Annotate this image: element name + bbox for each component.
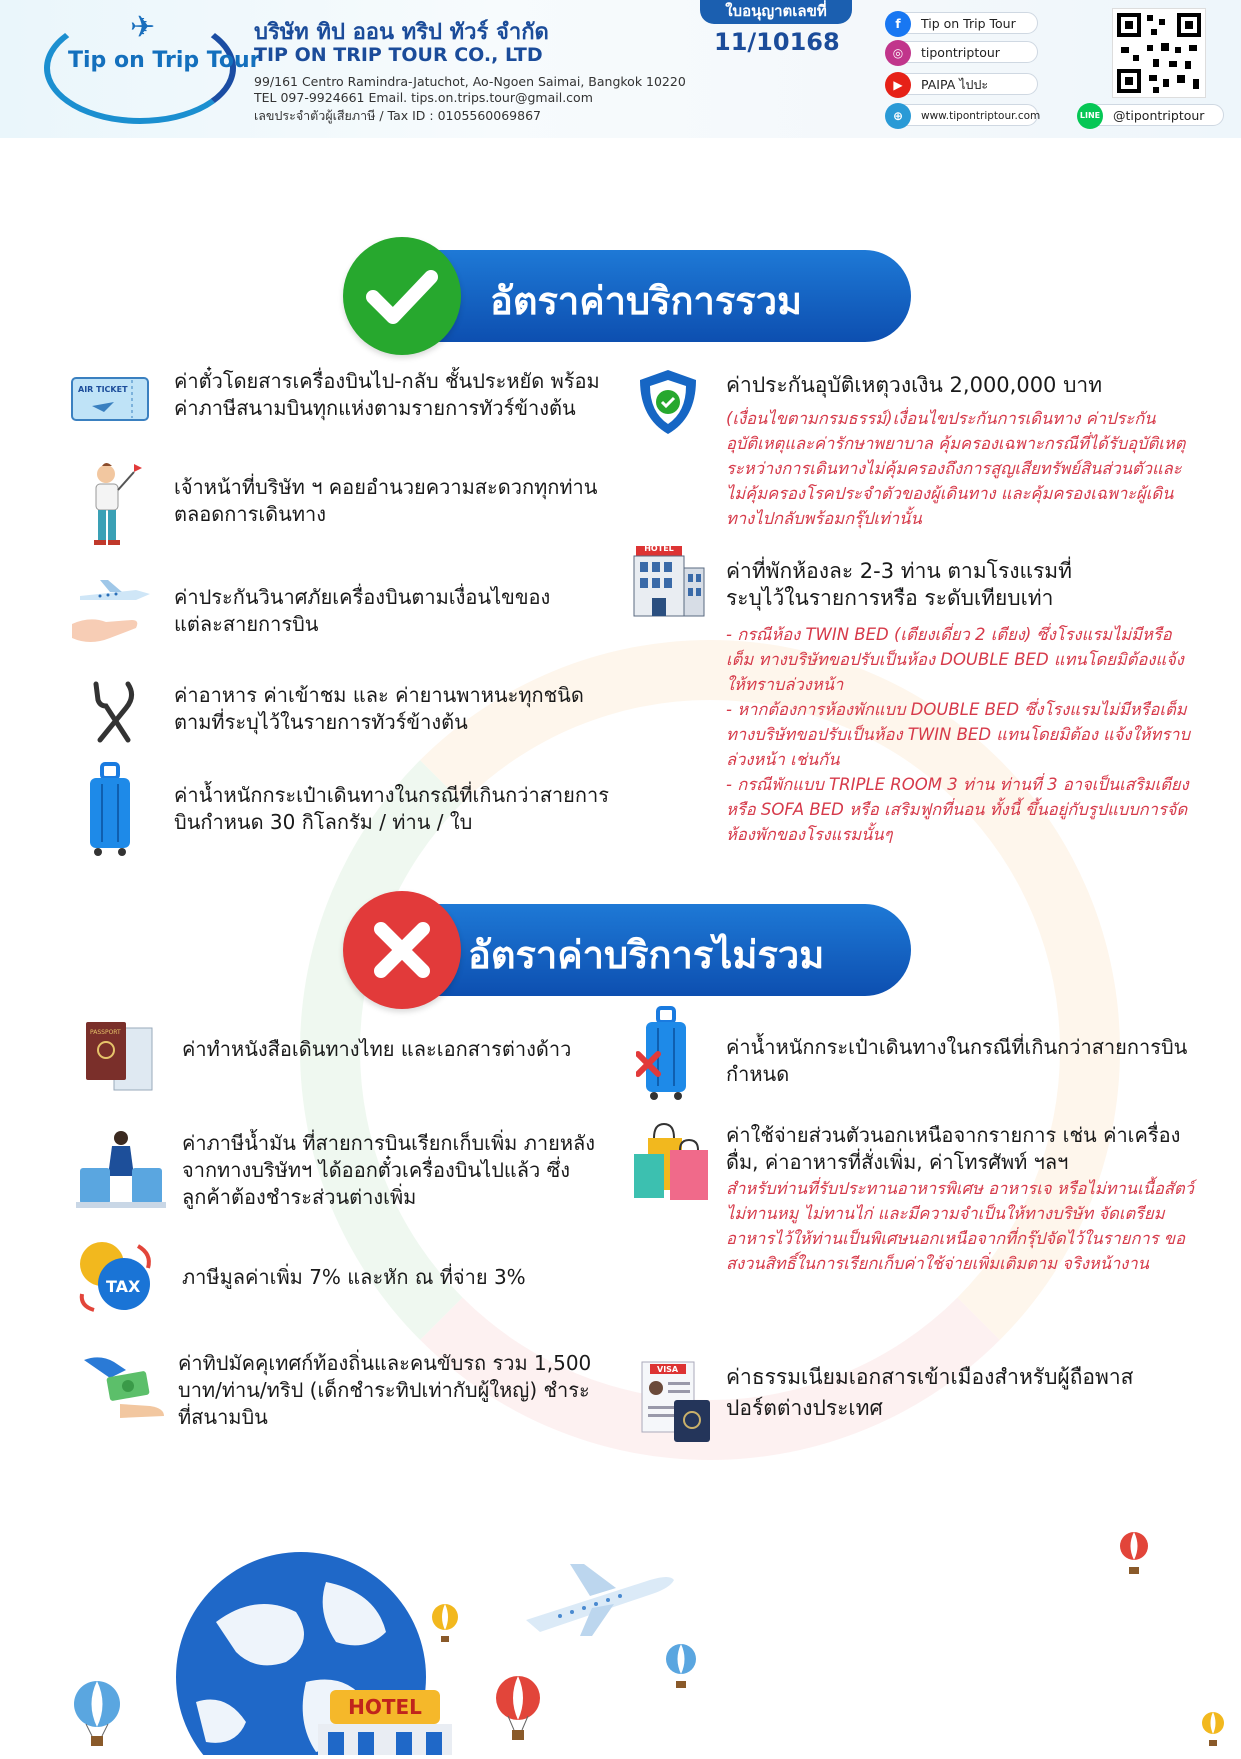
hot-air-balloon-icon (1200, 1712, 1226, 1748)
suitcase-icon (88, 762, 132, 858)
included-item-1: ค่าตั๋วโดยสารเครื่องบินไป-กลับ ชั้นประหยัด พร้อมค่าภาษีสนามบินทุกแห่งตามรายการทัวร์ข้างต้น (174, 369, 600, 420)
excluded-right-3: ค่าธรรมเนียมเอกสารเข้าเมืองสำหรับผู้ถือพาสปอร์ตต่างประเทศ (726, 1365, 1134, 1420)
line-label: @tipontriptour (1113, 108, 1205, 123)
shopping-bags-icon (632, 1120, 712, 1202)
footer-hotel-sign: HOTEL (330, 1690, 440, 1724)
airplane-illustration (520, 1560, 680, 1640)
hot-air-balloon-icon (494, 1676, 542, 1742)
insurance-title: ค่าประกันอุบัติเหตุวงเงิน 2,000,000 บาท (726, 373, 1103, 397)
line-link[interactable] (1078, 104, 1224, 126)
fork-knife-icon (88, 680, 138, 744)
hotel-building-icon (628, 544, 708, 618)
visa-passport-icon (640, 1360, 712, 1444)
check-in-counter-icon (76, 1128, 166, 1210)
excluded-right-2-note: สำหรับท่านที่รับประทานอาหารพิเศษ อาหารเจ หรือไม่ทานเนื้อสัตว์ ไม่ทานหมู ไม่ทานไก่ และมีความจำเป็นให้ทางบริษัท จัดเตรียมอาหารไว้ให้ท่านเป็นพิเศษนอกเหนือจากที่กรุ๊ปจัดไว้ในรายการ ขอสงวนสิทธิ์ในการเรียกเก็บค่าใช้จ่ายเพิ่มเติมตาม จริงหน้างาน (726, 1179, 1194, 1273)
svg-text:TAX: TAX (106, 1277, 141, 1296)
included-item-2: เจ้าหน้าที่บริษัท ฯ คอยอำนวยความสะดวกทุกท่านตลอดการเดินทาง (174, 475, 598, 526)
hotel-sign-text: HOTEL (644, 544, 674, 553)
hotel-note-3: - กรณีพักแบบ TRIPLE ROOM 3 ท่าน ท่านที่ 3 อาจเป็นเสริมเตียง หรือ SOFA BED หรือ เสริมฟูกที่นอน ทั้งนี้ ขึ้นอยู่กับรูปแบบการจัดห้องพักของโรงแรมนั้นๆ (726, 775, 1189, 844)
company-name-en: TIP ON TRIP TOUR CO., LTD (254, 44, 543, 66)
page-header (0, 0, 1241, 138)
youtube-icon: ▶ (885, 72, 911, 98)
website-link[interactable] (886, 104, 1041, 126)
tour-guide-icon (76, 460, 146, 550)
excluded-left-2: ค่าภาษีน้ำมัน ที่สายการบินเรียกเก็บเพิ่ม ภายหลังจากทางบริษัทฯ ได้ออกตั๋วเครื่องบินไปแล้ว ซึ่งลูกค้าต้องชำระส่วนต่างเพิ่ม (182, 1131, 596, 1209)
youtube-label: PAIPA ไปปะ (921, 77, 989, 92)
excluded-right-1: ค่าน้ำหนักกระเป๋าเดินทางในกรณีที่เกินกว่าสายการบินกำหนด (726, 1035, 1188, 1086)
svg-text:AIR TICKET: AIR TICKET (78, 385, 128, 394)
footer-hotel-building (318, 1724, 452, 1755)
hot-air-balloon-icon (1118, 1532, 1150, 1576)
included-item-5: ค่าน้ำหนักกระเป๋าเดินทางในกรณีที่เกินกว่าสายการบินกำหนด 30 กิโลกรัม / ท่าน / ใบ (174, 783, 609, 834)
cross-badge-icon (343, 891, 461, 1009)
globe-icon: ⊕ (885, 103, 911, 129)
instagram-icon: ◎ (885, 40, 911, 66)
check-badge-icon (343, 237, 461, 355)
instagram-label: tipontriptour (921, 45, 1000, 60)
included-item-4: ค่าอาหาร ค่าเข้าชม และ ค่ายานพาหนะทุกชนิด ตามที่ระบุไว้ในรายการทัวร์ข้างต้น (174, 683, 584, 734)
hotel-note-1: - กรณีห้อง TWIN BED (เตียงเดี่ยว 2 เตียง) ซึ่งโรงแรมไม่มีหรือเต็ม ทางบริษัทขอปรับเป็นห้อง DOUBLE BED แทนโดยมิต้องแจ้งให้ทราบล่วงหน้า (726, 625, 1184, 694)
company-contact: TEL 097-9924661 Email. tips.on.trips.tour@gmail.com (254, 90, 593, 105)
logo-plane-icon: ✈ (130, 10, 156, 45)
facebook-label: Tip on Trip Tour (921, 16, 1016, 31)
excluded-right-2: ค่าใช้จ่ายส่วนตัวนอกเหนือจากรายการ เช่น ค่าเครื่องดื่ม, ค่าอาหารที่สั่งเพิ่ม, ค่าโทรศัพท์ ฯลฯ (726, 1123, 1181, 1174)
qr-code (1112, 8, 1206, 98)
excluded-title: อัตราค่าบริการไม่รวม (468, 933, 825, 977)
hotel-note-2: - หากต้องการห้องพักแบบ DOUBLE BED ซึ่งโรงแรมไม่มีหรือเต็ม ทางบริษัทขอปรับเป็นห้อง TWIN BED แทนโดยมิต้อง แจ้งให้ทราบล่วงหน้า เช่นกัน (726, 700, 1190, 769)
company-tax-id: เลขประจำตัวผู้เสียภาษี / Tax ID : 0105560069867 (254, 108, 541, 123)
facebook-icon: f (885, 11, 911, 37)
included-title: อัตราค่าบริการรวม (490, 279, 803, 323)
logo-text: Tip on Trip Tour (68, 48, 261, 73)
company-name-th: บริษัท ทิป ออน ทริป ทัวร์ จำกัด (254, 20, 549, 45)
hot-air-balloon-icon (430, 1604, 460, 1644)
instagram-link[interactable] (886, 41, 1038, 63)
website-label: www.tipontriptour.com (921, 110, 1041, 122)
license-number: 11/10168 (714, 28, 840, 56)
license-label: ใบอนุญาตเลขที่ (700, 0, 852, 24)
included-item-3: ค่าประกันวินาศภัยเครื่องบินตามเงื่อนไขของแต่ละสายการบิน (174, 585, 551, 636)
tax-coin-icon (74, 1238, 156, 1314)
plane-hand-icon (70, 576, 152, 650)
svg-text:PASSPORT: PASSPORT (90, 1029, 121, 1036)
excluded-left-1: ค่าทำหนังสือเดินทางไทย และเอกสารต่างด้าว (182, 1037, 572, 1061)
shield-check-icon (636, 368, 700, 436)
air-ticket-icon (70, 376, 150, 422)
insurance-note: (เงื่อนไขตามกรมธรรม์)เงื่อนไขประกันการเดินทาง ค่าประกันอุบัติเหตุและค่ารักษาพยาบาล คุ้มครองเฉพาะกรณีที่ได้รับอุบัติเหตุระหว่างการเดินทางไม่คุ้มครองถึงการสูญเสียทรัพย์สินส่วนตัวและไม่คุ้มครองโรคประจำตัวของผู้เดินทาง และคุ้มครองเฉพาะผู้เดินทางไปกลับพร้อมกรุ๊ปเท่านั้น (726, 409, 1186, 528)
suitcase-cross-icon (636, 1006, 700, 1102)
facebook-link[interactable] (886, 12, 1038, 34)
excluded-left-3: ภาษีมูลค่าเพิ่ม 7% และหัก ณ ที่จ่าย 3% (182, 1265, 526, 1289)
hotel-title: ค่าที่พักห้องละ 2-3 ท่าน ตามโรงแรมที่ระบุไว้ในรายการหรือ ระดับเทียบเท่า (726, 559, 1072, 610)
youtube-link[interactable] (886, 73, 1038, 95)
tip-money-icon (80, 1352, 166, 1422)
line-icon: LINE (1077, 103, 1103, 129)
hot-air-balloon-icon (664, 1644, 698, 1690)
svg-text:VISA: VISA (657, 1365, 679, 1374)
company-address: 99/161 Centro Ramindra-Jatuchot, Ao-Ngoen Saimai, Bangkok 10220 (254, 74, 686, 89)
hot-air-balloon-icon (72, 1680, 122, 1750)
excluded-left-4: ค่าทิปมัคคุเทศก์ท้องถิ่นและคนขับรถ รวม 1,500 บาท/ท่าน/ทริป (เด็กชำระทิปเท่ากับผู้ใหญ่) ชำระที่สนามบิน (178, 1351, 592, 1429)
passport-icon (84, 1020, 154, 1102)
